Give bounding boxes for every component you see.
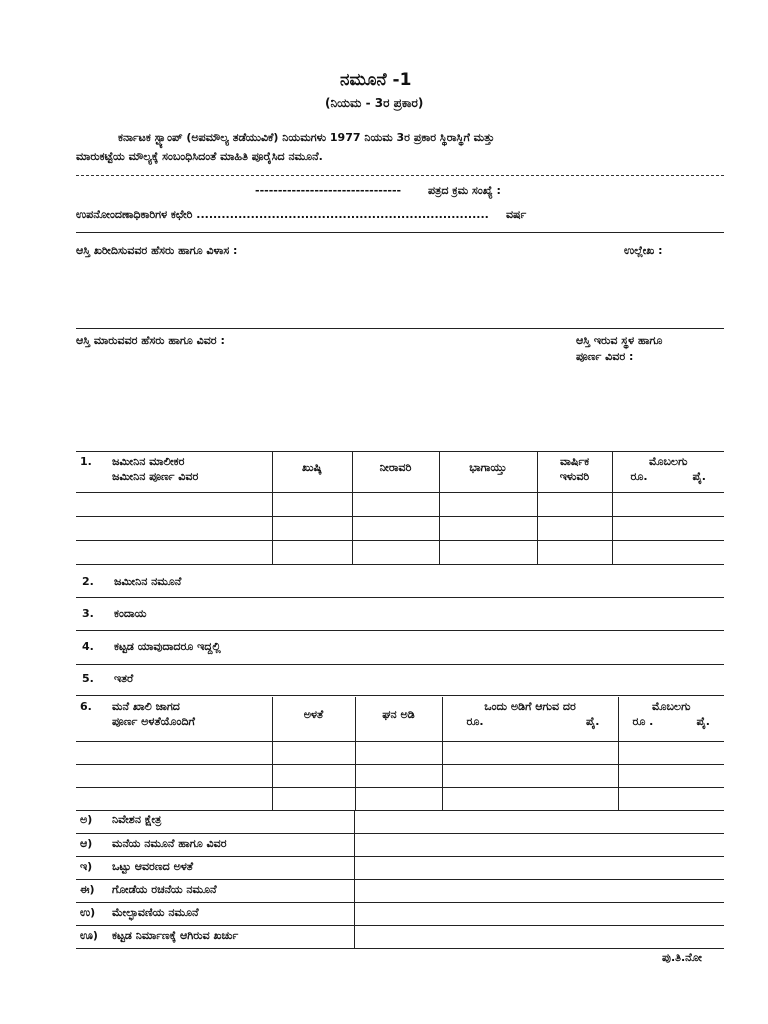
table-row: ಅ) ನಿವೇಶನ ಕ್ಷೇತ್ರ — [76, 810, 724, 833]
row-label: ಕಟ್ಟಡ ನಿರ್ಮಾಣಕ್ಕೆ ಆಗಿರುವ ಖರ್ಚು — [112, 928, 239, 942]
form-subtitle: (ನಿಯಮ - 3ರ ಪ್ರಕಾರ) — [325, 96, 424, 110]
divider — [76, 695, 724, 696]
property-location-label-1: ಆಸ್ತಿ ಇರುವ ಸ್ಥಳ ಹಾಗೂ — [576, 334, 663, 347]
seller-label: ಆಸ್ತಿ ಮಾರುವವರ ಹೆಸರು ಹಾಗೂ ವಿವರ : — [76, 334, 225, 347]
table-row — [76, 493, 724, 517]
intro-line-1: ಕರ್ನಾಟಕ ಸ್ಟ್ಯಾಂಪ್ (ಅಪಮೌಲ್ಯ ತಡೆಯುವಿಕೆ) ನಿಯಮಗಳು 1977 ನಿಯಮ 3ರ ಪ್ರಕಾರ ಸ್ಥಿರಾಸ್ಥಿಗೆ ಮತ್ತು — [118, 131, 495, 144]
item-3: 3. ಕಂದಾಯ — [82, 607, 147, 620]
intro-line-2: ಮಾರುಕಟ್ಟೆಯ ಮೌಲ್ಯಕ್ಕೆ ಸಂಬಂಧಿಸಿದಂತೆ ಮಾಹಿತಿ ಪೂರೈಸಿದ ನಮೂನೆ. — [76, 150, 323, 163]
serial-dashes: -------------------------------- — [255, 184, 402, 197]
land-owner-header-line1: ಜಮೀನಿನ ಮಾಲೀಕರ — [112, 455, 185, 468]
divider — [76, 664, 724, 665]
year-label: ವರ್ಷ — [506, 208, 527, 221]
item-number: 6. — [80, 700, 92, 713]
serial-number-label: ಪತ್ರದ ಕ್ರಮ ಸಂಖ್ಯೆ : — [428, 184, 501, 197]
amount-header: ಮೊಬಲಗು ರೂ. ಪೈ. — [612, 452, 724, 493]
form-title: ನಮೂನೆ -1 — [340, 70, 412, 90]
table-row: ಇ) ಒಟ್ಟು ಆವರಣದ ಅಳತೆ — [76, 856, 724, 879]
item-4: 4. ಕಟ್ಟಡ ಯಾವುದಾದರೂ ಇದ್ದಲ್ಲಿ — [82, 640, 221, 653]
property-location-label-2: ಪೂರ್ಣ ವಿವರ : — [576, 350, 634, 363]
site-header-line2: ಪೂರ್ಣ ಅಳತೆಯೊಂದಿಗೆ — [112, 715, 195, 728]
rate-per-foot-header: ಒಂದು ಅಡಿಗೆ ಆಗುವ ದರ ರೂ. ಪೈ. — [442, 697, 618, 741]
sub-registrar-office-label: ಉಪನೋಂದಣಾಧಿಕಾರಿಗಳ ಕಛೇರಿ ...................................................................... — [76, 208, 489, 221]
site-header — [76, 697, 272, 741]
amount-header: ಮೊಬಲಗು ರೂ . ಪೈ. — [618, 697, 724, 741]
item-2: 2. ಜಮೀನಿನ ನಮೂನೆ — [82, 575, 182, 588]
table-row — [76, 787, 724, 810]
site-table — [76, 697, 724, 811]
item-5: 5. ಇತರೆ — [82, 672, 134, 685]
annual-yield-header: ವಾರ್ಷಿಕ ಇಳುವರಿ — [537, 452, 612, 493]
land-table — [76, 451, 724, 565]
table-row — [76, 764, 724, 787]
row-label: ಮೇಲ್ಛಾವಣಿಯ ನಮೂನೆ — [112, 905, 199, 919]
divider — [76, 175, 724, 176]
table-row: ಆ) ಮನೆಯ ನಮೂನೆ ಹಾಗೂ ವಿವರ — [76, 833, 724, 856]
table-row — [76, 541, 724, 565]
row-label: ಒಟ್ಟು ಆವರಣದ ಅಳತೆ — [112, 859, 194, 873]
buyer-label: ಆಸ್ತಿ ಖರೀದಿಸುವವರ ಹೆಸರು ಹಾಗೂ ವಿಳಾಸ : — [76, 244, 238, 257]
divider — [76, 232, 724, 233]
site-header-line1: ಮನೆ ಖಾಲಿ ಜಾಗದ — [112, 700, 180, 713]
garden-land-header: ಭಾಗಾಯ್ತು — [439, 452, 537, 493]
remarks-label: ಉಲ್ಲೇಖ : — [624, 244, 663, 257]
please-turn-over: ಪು.ತಿ.ನೋ — [662, 951, 702, 964]
dry-land-header: ಖುಷ್ಕಿ — [272, 452, 352, 493]
measurement-header: ಅಳತೆ — [272, 697, 355, 741]
row-label: ಗೋಡೆಯ ರಚನೆಯ ನಮೂನೆ — [112, 882, 217, 896]
row-label: ಮನೆಯ ನಮೂನೆ ಹಾಗೂ ವಿವರ — [112, 836, 227, 850]
row-label: ನಿವೇಶನ ಕ್ಷೇತ್ರ — [112, 813, 162, 826]
table-row — [76, 517, 724, 541]
divider — [76, 630, 724, 631]
table-row — [76, 741, 724, 764]
divider — [76, 328, 724, 329]
table-row: ಈ) ಗೋಡೆಯ ರಚನೆಯ ನಮೂನೆ — [76, 879, 724, 902]
building-details-table — [76, 810, 724, 949]
land-owner-header — [76, 452, 272, 493]
divider — [76, 597, 724, 598]
land-owner-header-line2: ಜಮೀನಿನ ಪೂರ್ಣ ವಿವರ — [112, 470, 199, 483]
table-row: ಊ) ಕಟ್ಟಡ ನಿರ್ಮಾಣಕ್ಕೆ ಆಗಿರುವ ಖರ್ಚು — [76, 925, 724, 948]
irrigated-header: ನೀರಾವರಿ — [352, 452, 439, 493]
item-number: 1. — [80, 455, 92, 468]
cubic-feet-header: ಘನ ಅಡಿ — [355, 697, 442, 741]
table-row: ಉ) ಮೇಲ್ಛಾವಣಿಯ ನಮೂನೆ — [76, 902, 724, 925]
